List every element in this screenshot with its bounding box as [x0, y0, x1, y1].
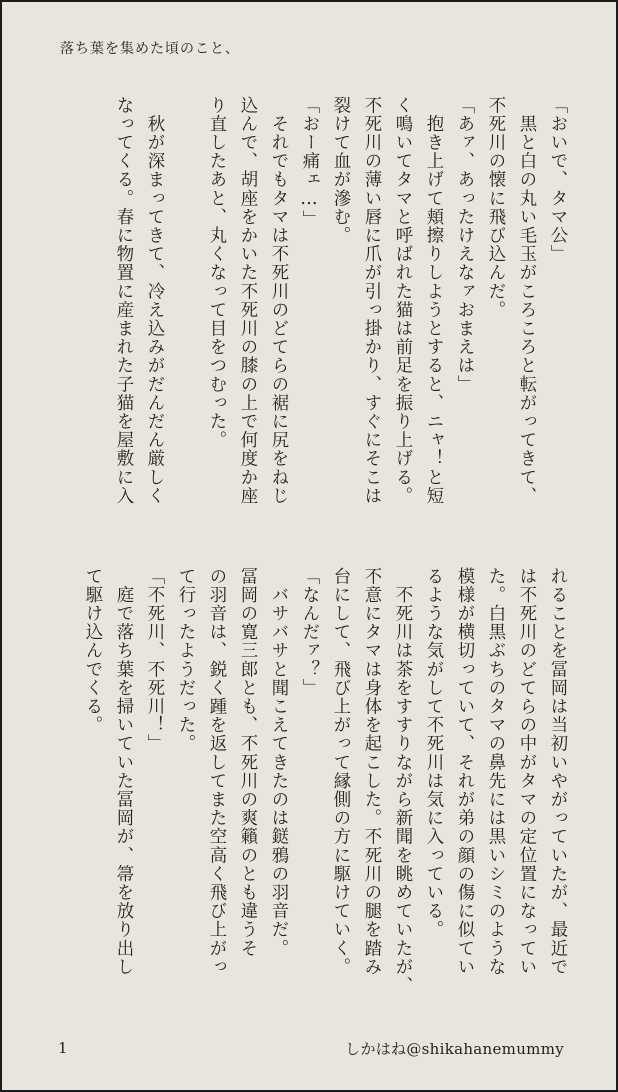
text-line: 冨岡の寛三郎とも、不死川の爽籟のとも違うそ [237, 567, 257, 958]
page-header-title: 落ち葉を集めた頃のこと、 [60, 41, 240, 57]
text-line: た。白黒ぶちのタマの鼻先には黒いシミのような [485, 567, 505, 977]
author-handle: しかはね@shikahanemummy [345, 1040, 564, 1058]
text-line: 「おいで、タマ公」 [547, 96, 567, 264]
text-line: 込んで、胡座をかいた不死川の膝の上で何度か座 [237, 96, 257, 506]
text-line: て行ったようだった。 [175, 567, 195, 753]
text-line: 模様が横切っていて、それが弟の顔の傷に似てい [454, 567, 474, 977]
lower-text-block [76, 567, 572, 1007]
text-line: れることを冨岡は当初いやがっていたが、最近で [547, 567, 567, 977]
text-line: り直したあと、丸くなって目をつむった。 [206, 96, 226, 450]
page-number: 1 [58, 1039, 68, 1057]
text-line: 「おー痛ェ…」 [299, 96, 319, 229]
text-line: て駆け込んでくる。 [82, 567, 102, 735]
text-line: るような気がして不死川は気に入っている。 [423, 567, 443, 939]
text-line: 「なんだァ？」 [299, 567, 319, 698]
text-line: く鳴いてタマと呼ばれた猫は前足を振り上げる。 [392, 96, 412, 506]
text-line: なってくる。春に物置に産まれた子猫を屋敷に入 [113, 96, 133, 506]
text-line: バサバサと聞こえてきたのは鎹鴉の羽音だ。 [268, 567, 288, 958]
text-line: 「不死川、不死川！」 [144, 567, 164, 753]
text-line: 不死川の懐に飛び込んだ。 [485, 96, 505, 320]
text-line: 不死川の薄い唇に爪が引っ掛かり、すぐにそこは [361, 96, 381, 506]
blank-line [169, 96, 200, 536]
upper-text-block [107, 96, 572, 536]
text-line: 「あァ、あったけえなァおまえは」 [454, 96, 474, 394]
text-line: 秋が深まってきて、冷え込みがだんだん厳しく [144, 96, 164, 506]
text-line: それでもタマは不死川のどてらの裾に尻をねじ [268, 96, 288, 506]
text-line: 抱き上げて頬擦りしようとすると、ニャ！と短 [423, 96, 443, 506]
text-line: の羽音は、鋭く踵を返してまた空高く飛び上がっ [206, 567, 226, 977]
text-line: 台にして、飛び上がって縁側の方に駆けていく。 [330, 567, 350, 977]
text-line: 不死川は茶をすすりながら新聞を眺めていたが、 [392, 567, 412, 995]
text-line: 不意にタマは身体を起こした。不死川の腿を踏み [361, 567, 381, 977]
text-line: 庭で落ち葉を掃いていた冨岡が、箒を放り出し [113, 567, 133, 977]
text-line: 黒と白の丸い毛玉がころころと転がってきて、 [516, 96, 536, 506]
text-line: は不死川のどてらの中がタマの定位置になってい [516, 567, 536, 977]
text-line: 裂けて血が滲む。 [330, 96, 350, 245]
